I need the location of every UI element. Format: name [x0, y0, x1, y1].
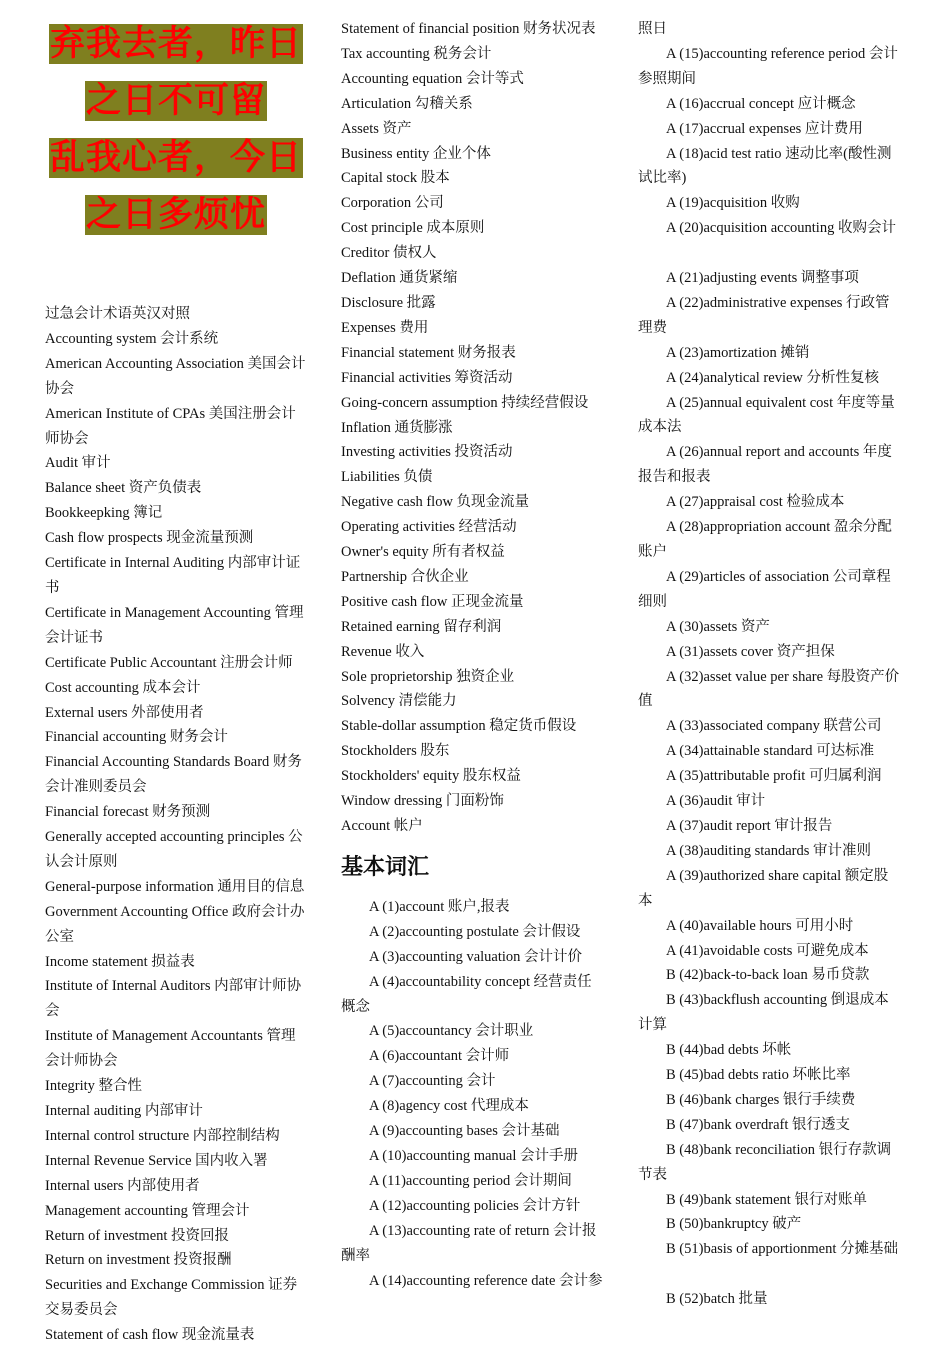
glossary-entry: Retained earning 留存利润 [341, 618, 502, 635]
glossary-entry: Cost accounting 成本会计 [45, 679, 201, 696]
vocab-entry: A (10)accounting manual 会计手册 [369, 1147, 578, 1164]
glossary-entry: Management accounting 管理会计 [45, 1202, 250, 1219]
glossary-entry: Cost principle 成本原则 [341, 220, 485, 237]
glossary-entry: Securities and Exchange Commission 证券交易委员会 [45, 1277, 298, 1319]
column-3 [638, 17, 900, 1312]
glossary-entry: Assets 资产 [341, 120, 412, 137]
vocab-entry: A (29)articles of association 公司章程细则 [638, 568, 891, 610]
glossary-entry: Negative cash flow 负现金流量 [341, 494, 530, 511]
vocab-entry: A (7)accounting 会计 [369, 1073, 496, 1090]
vocab-entry: A (22)administrative expenses 行政管理费 [638, 294, 890, 336]
glossary-entry: Positive cash flow 正现金流量 [341, 593, 524, 610]
glossary-entry: Operating activities 经营活动 [341, 519, 517, 536]
vocab-entry: A (1)account 账户,报表 [369, 898, 510, 915]
glossary-entry: Government Accounting Office 政府会计办公室 [45, 903, 305, 945]
glossary-entry: Liabilities 负债 [341, 469, 433, 486]
vocab-entry: A (13)accounting rate of return 会计报酬率 [341, 1222, 597, 1264]
vocab-entry: A (39)authorized share capital 额定股本 [638, 867, 889, 909]
glossary-entry: Going-concern assumption 持续经营假设 [341, 394, 589, 411]
blank-line [638, 1262, 900, 1287]
vocab-entry: A (38)auditing standards 审计准则 [666, 842, 871, 859]
glossary-entry: Financial activities 筹资活动 [341, 369, 513, 386]
glossary-entry: Cash flow prospects 现金流量预测 [45, 530, 254, 547]
vocab-entry: A (32)asset value per share 每股资产价值 [638, 668, 900, 710]
glossary-entry: Bookkeepking 簿记 [45, 505, 163, 522]
glossary-entry: Statement of cash flow 现金流量表 [45, 1327, 255, 1344]
vocab-entry: A (36)audit 审计 [666, 793, 766, 810]
vocab-entry: A (25)annual equivalent cost 年度等量成本法 [638, 394, 895, 436]
glossary-entry: Statement of financial position 财务状况表 [341, 21, 596, 37]
vocab-list [341, 895, 603, 1294]
vocab-entry: A (17)accrual expenses 应计费用 [666, 120, 863, 137]
glossary-entry: Certificate in Internal Auditing 内部审计证书 [45, 555, 301, 596]
glossary-entry: Stockholders 股东 [341, 743, 450, 760]
glossary-entry: Deflation 通货紧缩 [341, 270, 458, 287]
vocab-entry: A (8)agency cost 代理成本 [369, 1098, 529, 1115]
vocab-entry: A (20)acquisition accounting 收购会计 [666, 220, 896, 237]
vocab-entry: A (31)assets cover 资产担保 [666, 643, 835, 660]
glossary-entry: Sole proprietorship 独资企业 [341, 668, 515, 685]
vocab-entry: A (30)assets 资产 [666, 618, 770, 635]
vocab-entry: A (15)accounting reference period 会计参照期间 [638, 45, 898, 87]
glossary-entry: General-purpose information 通用目的信息 [45, 878, 305, 895]
banner-line: 之日不可留 [85, 81, 266, 121]
glossary-entry: Capital stock 股本 [341, 170, 450, 187]
vocab-entry: B (46)bank charges 银行手续费 [666, 1091, 856, 1108]
glossary-entry: Integrity 整合性 [45, 1078, 143, 1095]
vocab-entry: B (44)bad debts 坏帐 [666, 1042, 792, 1059]
glossary-entry: Investing activities 投资活动 [341, 444, 513, 461]
vocab-entry: A (18)acid test ratio 速动比率(酸性测试比率) [638, 145, 892, 187]
glossary-entry: Tax accounting 税务会计 [341, 45, 492, 62]
glossary-entry: Corporation 公司 [341, 195, 444, 212]
banner-poem [45, 17, 307, 247]
vocab-entry: A (37)audit report 审计报告 [666, 817, 833, 834]
glossary-entry: Internal Revenue Service 国内收入署 [45, 1152, 268, 1169]
vocab-entry: A (41)avoidable costs 可避免成本 [666, 942, 869, 959]
vocab-entry: A (28)appropriation account 盈余分配账户 [638, 519, 892, 561]
vocab-entry: A (26)annual report and accounts 年度报告和报表 [638, 444, 892, 486]
vocab-entry: A (16)accrual concept 应计概念 [666, 95, 856, 112]
vocab-entry: B (51)basis of apportionment 分摊基础 [666, 1241, 898, 1258]
glossary-entry: Financial statement 财务报表 [341, 344, 516, 361]
glossary-entry: Articulation 勾稽关系 [341, 95, 473, 112]
glossary-entry: Audit 审计 [45, 455, 111, 472]
vocab-entry: B (45)bad debts ratio 坏帐比率 [666, 1067, 851, 1084]
glossary-entry: Certificate Public Accountant 注册会计师 [45, 654, 293, 671]
glossary-entry: Owner's equity 所有者权益 [341, 544, 505, 561]
vocab-entry: A (12)accounting policies 会计方针 [369, 1197, 581, 1214]
glossary-list [341, 17, 603, 839]
vocab-entry: B (50)bankruptcy 破产 [666, 1216, 802, 1233]
vocab-entry: A (3)accounting valuation 会计计价 [369, 948, 583, 965]
glossary-entry: Account 帐户 [341, 818, 423, 834]
glossary-entry: Stockholders' equity 股东权益 [341, 768, 521, 785]
glossary-entry: Financial accounting 财务会计 [45, 729, 228, 746]
glossary-entry: Balance sheet 资产负债表 [45, 480, 202, 497]
glossary-entry: Disclosure 批露 [341, 294, 436, 311]
glossary-entry: Internal users 内部使用者 [45, 1177, 200, 1194]
glossary-entry: Institute of Management Accountants 管理会计师协会 [45, 1028, 296, 1070]
glossary-entry: Financial forecast 财务预测 [45, 804, 211, 821]
banner-line: 弃我去者，昨日 [49, 24, 302, 64]
glossary-entry: Certificate in Management Accounting 管理会计证书 [45, 604, 304, 646]
section-heading: 基本词汇 [341, 854, 430, 880]
glossary-entry: Revenue 收入 [341, 643, 425, 660]
vocab-entry: A (21)adjusting events 调整事项 [666, 270, 859, 287]
glossary-entry: American Accounting Association 美国会计协会 [45, 355, 306, 397]
glossary-entry: Business entity 企业个体 [341, 145, 491, 162]
glossary-entry: Income statement 损益表 [45, 953, 195, 970]
glossary-entry: Accounting equation 会计等式 [341, 70, 524, 87]
glossary-entry: Financial Accounting Standards Board 财务会计准则委员会 [45, 754, 302, 796]
vocab-entry: B (48)bank reconciliation 银行存款调节表 [638, 1141, 892, 1183]
vocab-entry: A (27)appraisal cost 检验成本 [666, 494, 845, 511]
glossary-entry: Accounting system 会计系统 [45, 330, 219, 347]
vocab-entry: A (6)accountant 会计师 [369, 1048, 510, 1065]
vocab-entry: B (42)back-to-back loan 易币贷款 [666, 967, 870, 984]
glossary-entry: American Institute of CPAs 美国注册会计师协会 [45, 405, 296, 447]
glossary-intro: 过急会计术语英汉对照 [45, 306, 190, 322]
vocab-entry: A (5)accountancy 会计职业 [369, 1023, 534, 1040]
glossary-entry: Inflation 通货膨涨 [341, 419, 453, 436]
column-2 [341, 17, 603, 1293]
vocab-entry: B (47)bank overdraft 银行透支 [666, 1116, 851, 1133]
vocab-entry: B (49)bank statement 银行对账单 [666, 1191, 867, 1208]
banner-line: 之日多烦忧 [85, 195, 266, 235]
glossary-list [45, 327, 307, 1348]
glossary-entry: Return on investment 投资报酬 [45, 1252, 232, 1269]
glossary-entry: External users 外部使用者 [45, 704, 204, 721]
vocab-entry: A (2)accounting postulate 会计假设 [369, 923, 581, 940]
vocab-list [638, 42, 900, 1312]
vocab-entry: A (24)analytical review 分析性复核 [666, 369, 880, 386]
vocab-entry: A (23)amortization 摊销 [666, 344, 810, 361]
vocab-entry: B (52)batch 批量 [666, 1291, 768, 1308]
column-1 [45, 17, 307, 1348]
vocab-entry: A (40)available hours 可用小时 [666, 917, 854, 934]
vocab-entry: A (14)accounting reference date 会计参 [369, 1272, 603, 1289]
vocab-entry: A (35)attributable profit 可归属利润 [666, 768, 882, 785]
vocab-entry: A (11)accounting period 会计期间 [369, 1172, 572, 1189]
banner-line: 乱我心者，今日 [49, 138, 302, 178]
glossary-entry: Expenses 费用 [341, 319, 429, 336]
glossary-entry: Window dressing 门面粉饰 [341, 793, 504, 810]
vocab-entry: B (43)backflush accounting 倒退成本计算 [638, 992, 889, 1034]
glossary-entry: Generally accepted accounting principles 公认会计原则 [45, 829, 303, 870]
glossary-entry: Creditor 债权人 [341, 245, 437, 262]
vocab-entry: A (9)accounting bases 会计基础 [369, 1123, 560, 1140]
vocab-entry: A (19)acquisition 收购 [666, 195, 800, 212]
vocab-entry: A (33)associated company 联营公司 [666, 718, 882, 735]
vocab-continuation: 照日 [638, 21, 667, 37]
glossary-entry: Partnership 合伙企业 [341, 568, 469, 585]
vocab-entry: A (34)attainable standard 可达标准 [666, 743, 875, 760]
blank-line [638, 241, 900, 266]
glossary-entry: Internal auditing 内部审计 [45, 1103, 203, 1119]
glossary-entry: Return of investment 投资回报 [45, 1227, 230, 1244]
vocab-entry: A (4)accountability concept 经营责任概念 [341, 973, 592, 1015]
glossary-entry: Solvency 清偿能力 [341, 693, 457, 710]
glossary-entry: Internal control structure 内部控制结构 [45, 1127, 280, 1144]
glossary-entry: Stable-dollar assumption 稳定货币假设 [341, 718, 577, 735]
glossary-entry: Institute of Internal Auditors 内部审计师协会 [45, 978, 302, 1020]
